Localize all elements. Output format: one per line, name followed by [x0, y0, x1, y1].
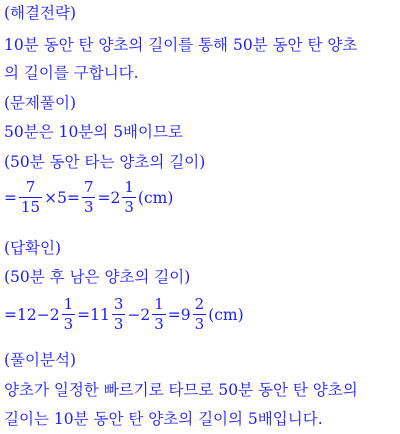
strategy-line-1: 10분 동안 탄 양초의 길이를 통해 50분 동안 탄 양초	[4, 36, 358, 54]
unit: (cm)	[137, 188, 174, 207]
denominator: 3	[154, 315, 164, 333]
numerator: 2	[194, 295, 205, 313]
equation-remaining-length	[4, 297, 244, 332]
eq-text: ×5=	[44, 188, 80, 207]
fraction	[62, 297, 76, 332]
eq-text: =9	[167, 305, 191, 324]
denominator: 3	[124, 198, 134, 216]
denominator: 3	[194, 315, 205, 333]
analysis-line-2: 길이는 10분 동안 탄 양초의 길이의 5배입니다.	[4, 410, 323, 428]
fraction	[19, 180, 42, 215]
check-line-1: (50분 후 남은 양초의 길이)	[4, 268, 191, 286]
fraction	[122, 180, 136, 215]
denominator: 3	[113, 315, 124, 333]
heading-strategy: (해결전략)	[4, 4, 76, 22]
unit: (cm)	[208, 305, 244, 324]
eq-text: =	[4, 188, 17, 207]
fraction	[193, 297, 207, 332]
eq-text: =12−2	[4, 305, 60, 324]
eq-text: −2	[127, 305, 151, 324]
fraction	[152, 297, 166, 332]
fraction	[112, 297, 126, 332]
solution-line-2: (50분 동안 타는 양초의 길이)	[4, 153, 206, 171]
equation-burned-length	[4, 180, 173, 215]
eq-text: =2	[97, 188, 121, 207]
fraction	[82, 180, 96, 215]
numerator: 1	[154, 295, 164, 313]
denominator: 15	[21, 198, 41, 216]
denominator: 3	[83, 198, 94, 216]
numerator: 3	[113, 295, 124, 313]
heading-analysis: (풀이분석)	[4, 351, 76, 369]
numerator: 1	[63, 295, 74, 313]
heading-solution: (문제풀이)	[4, 94, 76, 112]
eq-text: =11	[77, 305, 110, 324]
numerator: 7	[25, 178, 36, 196]
analysis-line-1: 양초가 일정한 빠르기로 타므로 50분 동안 탄 양초의	[4, 381, 358, 399]
solution-line-1: 50분은 10분의 5배이므로	[4, 123, 183, 141]
denominator: 3	[63, 315, 74, 333]
numerator: 7	[83, 178, 94, 196]
numerator: 1	[124, 178, 134, 196]
strategy-line-2: 의 길이를 구합니다.	[4, 64, 139, 82]
heading-check: (답확인)	[4, 239, 62, 257]
